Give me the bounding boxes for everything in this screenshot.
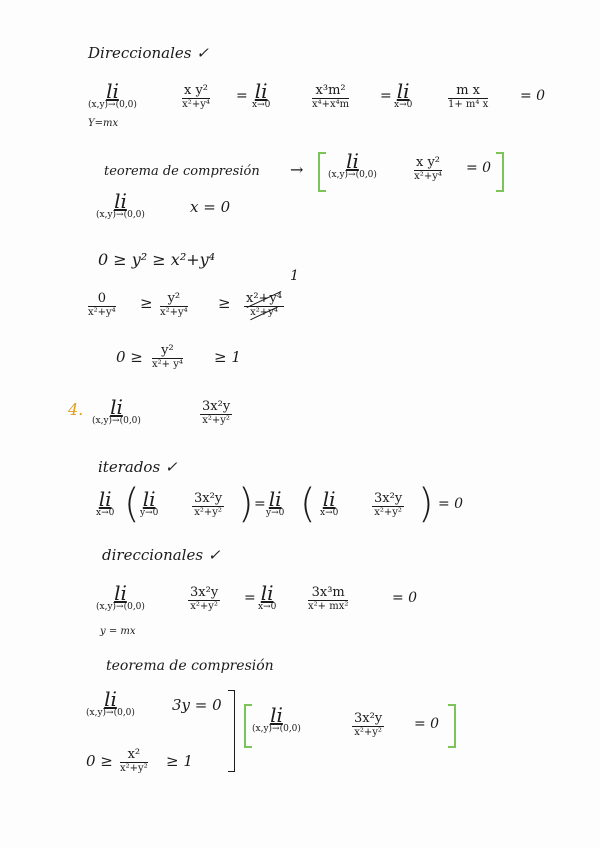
dir-limit-1: li (x,y)→(0,0) <box>96 581 145 612</box>
iterados-heading: iterados ✓ <box>98 458 178 476</box>
result-zero: = 0 <box>520 88 546 104</box>
iterated-outer-x: li x→0 <box>96 487 115 518</box>
ineq3-fraction: y² x²+ y⁴ <box>152 343 183 370</box>
boxed-result-2: = 0 <box>414 716 440 732</box>
iterated-fraction-1: 3x²y x²+y² <box>194 491 223 518</box>
problem-4-fraction: 3x²y x²+y² <box>202 399 231 426</box>
result-bracket-right <box>496 152 504 192</box>
direccionales-heading-2: direccionales ✓ <box>102 546 221 564</box>
dir-fraction-2: 3x³m x²+ mx² <box>308 585 349 612</box>
fraction-1: x y² x²+y⁴ <box>182 83 210 110</box>
limit-x-value: x = 0 <box>190 198 231 216</box>
iterated-outer-y: li y→0 <box>266 487 285 518</box>
ineq2-fraction-1: y² x²+y⁴ <box>160 291 188 318</box>
compression-fraction: x² x²+y² <box>120 747 148 774</box>
handwritten-notes-page: Direccionales ✓ li (x,y)→(0,0) x y² x²+y⁴ = li x→0 x³m² x⁴+x⁴m = li x→0 m x 1+ m⁴ x = 0 Y=mx teorema de compresión → li (x,y)→(0,0) x y² x²+y⁴ = 0 li (x,y)→(0,0) x = 0 0 ≥ y² ≥ x²+y⁴ 0 x²+y⁴ ≥ y² x²+y⁴ ≥ x²+y⁴ x²+y⁴ 1 0 ≥ y² x²+ y⁴ ≥ 1 4. li (x,y)→(0,0) 3x²y x²+y² iterados ✓ li x→0 ( li y→0 3x²y x²+y² ) = li y→0 ( li x→0 3x²y x²+y² ) = 0 direccionales ✓ li (x,y)→(0,0) 3x²y x²+y² = li x→0 3x³m x²+ mx² = 0 y = mx teorema de compresión li (x,y)→(0,0) 3y = 0 0 ≥ x² x²+y² ≥ 1 li (x,y)→(0,0) 3x²y x²+y² = 0 <box>0 0 600 848</box>
equals-sign: = <box>380 88 392 104</box>
boxed-result: = 0 <box>466 160 492 176</box>
boxed-fraction-2: 3x²y x²+y² <box>354 711 383 738</box>
iterated-fraction-2: 3x²y x²+y² <box>374 491 403 518</box>
limit-symbol: li <box>106 79 119 103</box>
limit-subscript: (x,y)→(0,0) <box>88 100 137 110</box>
teorema-heading: teorema de compresión <box>104 164 260 179</box>
cancel-result: 1 <box>290 268 299 284</box>
dir-fraction-1: 3x²y x²+y² <box>190 585 219 612</box>
substitution-note-2: y = mx <box>100 626 136 637</box>
arrow-icon: → <box>290 160 304 179</box>
problem-number: 4. <box>68 400 84 419</box>
compression-limit: li (x,y)→(0,0) <box>86 687 135 718</box>
compression-limit-value: 3y = 0 <box>172 696 222 714</box>
fraction-3: m x 1+ m⁴ x <box>448 83 489 110</box>
limit-2: li x→0 <box>252 79 271 110</box>
inequality-1: 0 ≥ y² ≥ x²+y⁴ <box>98 250 216 269</box>
boxed-fraction: x y² x²+y⁴ <box>414 155 442 182</box>
limit-1 <box>88 79 137 110</box>
substitution-note: Y=mx <box>88 118 119 129</box>
ineq2-fraction-2-crossed: x²+y⁴ x²+y⁴ <box>246 291 282 318</box>
grouping-brace <box>228 690 235 772</box>
teorema-heading-2: teorema de compresión <box>106 658 274 674</box>
limit-3: li x→0 <box>394 79 413 110</box>
boxed-limit: li (x,y)→(0,0) <box>328 149 377 180</box>
direccionales-heading: Direccionales ✓ <box>88 44 209 62</box>
result-bracket-left-2 <box>244 704 252 748</box>
fraction-2: x³m² x⁴+x⁴m <box>312 83 350 110</box>
limit-x: li (x,y)→(0,0) <box>96 189 145 220</box>
result-bracket-left <box>318 152 326 192</box>
ineq2-fraction-0: 0 x²+y⁴ <box>88 291 116 318</box>
result-bracket-right-2 <box>448 704 456 748</box>
iterated-inner-x: li x→0 <box>320 487 339 518</box>
problem-4-limit: li (x,y)→(0,0) <box>92 395 141 426</box>
boxed-limit-2: li (x,y)→(0,0) <box>252 703 301 734</box>
iterated-inner-y: li y→0 <box>140 487 159 518</box>
dir-limit-2: li x→0 <box>258 581 277 612</box>
equals-sign: = <box>236 88 248 104</box>
